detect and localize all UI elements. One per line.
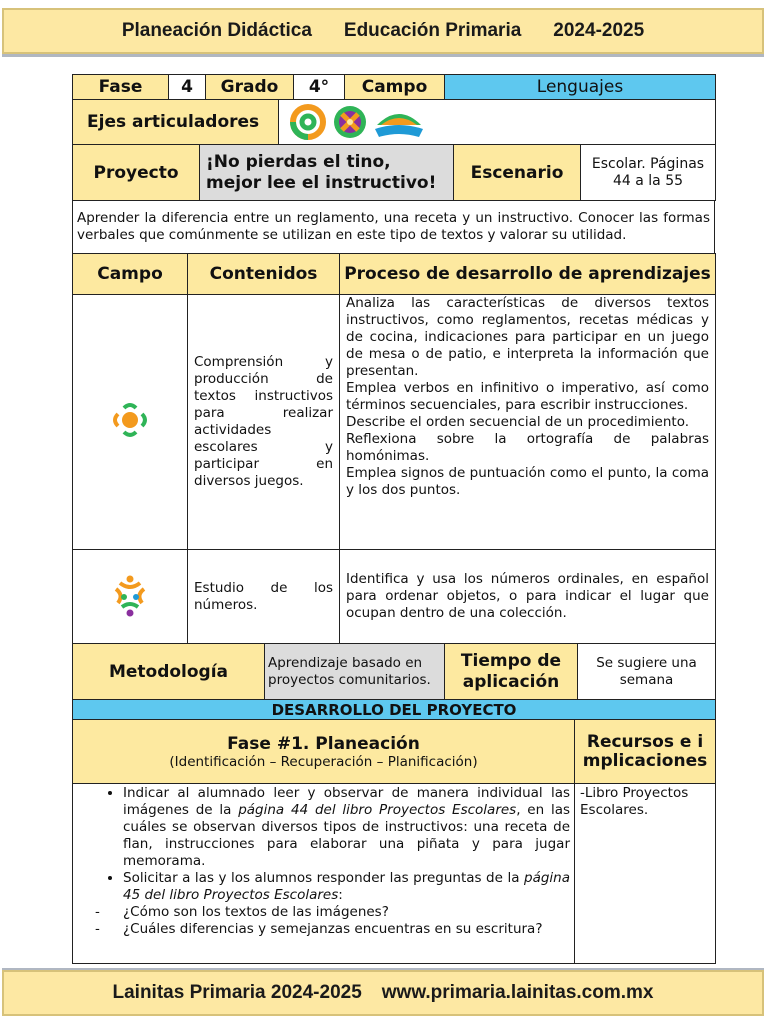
- recursos-value: -Libro Proyectos Escolares.: [575, 784, 716, 964]
- proceso-item: Reflexiona sobre la ortografía de palabras homónimas.: [346, 431, 709, 464]
- list-item: - ¿Cómo son los textos de las imágenes?: [71, 904, 570, 921]
- proceso-item: Emplea signos de puntuación como el punto, la coma y los dos puntos.: [346, 465, 709, 498]
- table-row: [73, 550, 716, 644]
- objetivo-row: [72, 200, 715, 254]
- actividades-list: [77, 785, 570, 938]
- contenido-cell: Comprensión y producción de textos instructivos para realizar actividades escolares y participar en diversos juegos.: [188, 295, 340, 550]
- campo-cell: [73, 550, 188, 644]
- proceso-item: Emplea verbos en infinitivo o imperativo, así como términos secuenciales, para escribir instrucciones.: [346, 380, 709, 413]
- preguntas-list: [71, 904, 570, 938]
- info-row-ejes: [72, 99, 716, 145]
- list-item: • Solicitar a las y los alumnos responder las preguntas de la página 45 del libro Proyectos Escolares: - ¿Cómo son los textos de las imágenes? - ¿Cuáles diferencias y semejanzas encuentras en su escritura?: [123, 870, 570, 938]
- tiempo-label: Tiempo de aplicación: [445, 644, 578, 700]
- tiempo-value: Se sugiere una semana: [578, 644, 716, 700]
- info-row-proyecto: [72, 144, 716, 201]
- actividades-cell: [73, 784, 575, 964]
- header-banner: [2, 8, 764, 54]
- header-cycle: 2024-2025: [553, 20, 645, 41]
- lenguajes-icon: [110, 400, 150, 440]
- metodologia-label: Metodología: [73, 644, 265, 700]
- inclusion-icon: [289, 103, 327, 141]
- campo-label: Campo: [345, 75, 445, 100]
- metodologia-row: [72, 643, 716, 700]
- proyecto-line-2: mejor lee el instructivo!: [206, 172, 437, 193]
- vida-saludable-icon: [373, 103, 425, 141]
- proceso-cell: [340, 550, 716, 644]
- saberes-icon: [108, 573, 152, 617]
- footer-banner: [2, 970, 764, 1016]
- info-row-fase: [72, 74, 716, 100]
- proceso-item: Identifica y usa los números ordinales, en español para ordenar objetos, o para indicar el lugar que ocupan dentro de una colección.: [346, 571, 709, 621]
- proceso-item: Analiza las características de diversos textos instructivos, como reglamentos, recetas médicas y de cocina, indicaciones para participar en un juego de mesa o de patio, e interpreta la información que presentan.: [346, 295, 709, 379]
- proceso-item: Describe el orden secuencial de un procedimiento.: [346, 414, 690, 430]
- recursos-label: Recursos e implicaciones: [575, 720, 716, 784]
- objetivo-text: Aprender la diferencia entre un reglamento, una receta y un instructivo. Conocer las formas verbales que comúnmente se utilizan en este tipo de textos y valorar su utilidad.: [73, 201, 715, 254]
- planeacion-document: [72, 74, 715, 964]
- list-item: - ¿Cuáles diferencias y semejanzas encuentras en su escritura?: [71, 921, 570, 938]
- desarrollo-table: [72, 699, 716, 964]
- fase-planeacion-header: [73, 720, 575, 784]
- header-title: Planeación Didáctica: [121, 20, 312, 41]
- col-header-campo: Campo: [73, 254, 188, 295]
- metodologia-value: Aprendizaje basado en proyectos comunitarios.: [265, 644, 445, 700]
- proyecto-line-1: ¡No pierdas el tino,: [206, 151, 391, 172]
- contenido-cell: Estudio de los números.: [188, 550, 340, 644]
- interculturalidad-icon: [331, 103, 369, 141]
- campo-cell: [73, 295, 188, 550]
- header-level: Educación Primaria: [343, 20, 522, 41]
- fase-planeacion-subtitle: (Identificación – Recuperación – Planificación): [169, 753, 478, 770]
- fase-value: 4: [169, 75, 206, 100]
- grado-label: Grado: [206, 75, 294, 100]
- campo-value: Lenguajes: [445, 75, 716, 100]
- contenidos-table: [72, 253, 716, 644]
- proceso-cell: [340, 295, 716, 550]
- ejes-label: Ejes articuladores: [73, 100, 279, 145]
- fase-label: Fase: [73, 75, 169, 100]
- grado-value: 4°: [294, 75, 345, 100]
- col-header-contenidos: Contenidos: [188, 254, 340, 295]
- footer-url[interactable]: www.primaria.lainitas.com.mx: [381, 982, 654, 1003]
- desarrollo-title: DESARROLLO DEL PROYECTO: [73, 700, 716, 720]
- ejes-icons: [279, 103, 715, 141]
- col-header-proceso: Proceso de desarrollo de aprendizajes: [340, 254, 716, 295]
- proyecto-name: [200, 145, 454, 201]
- escenario-value: Escolar. Páginas 44 a la 55: [581, 145, 716, 201]
- escenario-label: Escenario: [454, 145, 581, 201]
- proyecto-label: Proyecto: [73, 145, 200, 201]
- footer-brand: Lainitas Primaria 2024-2025: [112, 982, 362, 1003]
- fase-planeacion-title: Fase #1. Planeación: [227, 733, 420, 754]
- table-row: [73, 295, 716, 550]
- list-item: • Indicar al alumnado leer y observar de manera individual las imágenes de la página 44 del libro Proyectos Escolares, en las cuáles se observan diversos tipos de instructivos: una receta de flan, instrucciones para elaborar una piñata y para jugar memorama.: [123, 785, 570, 870]
